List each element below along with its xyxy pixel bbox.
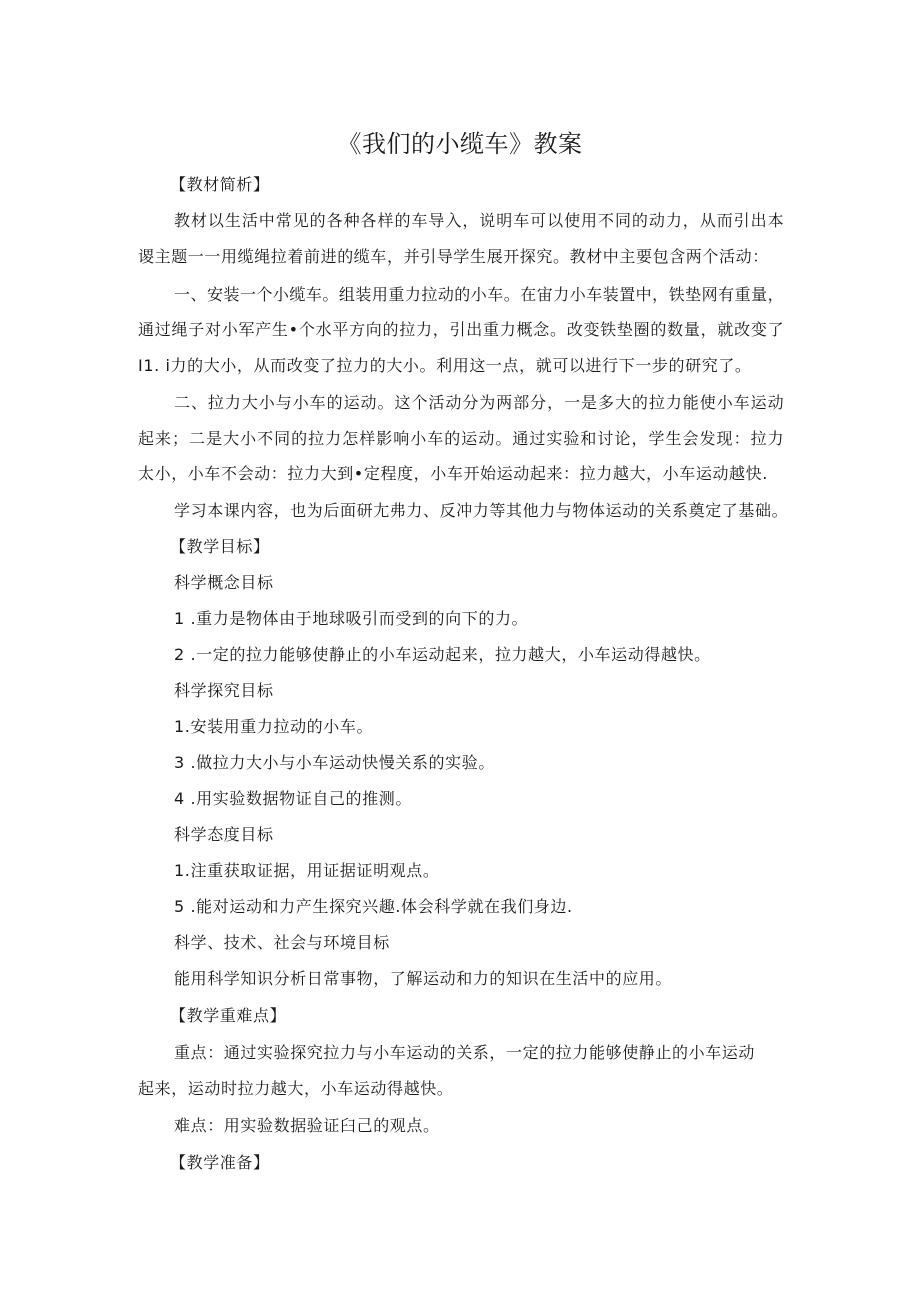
keypoint-line-1: 重点：通过实验探究拉力与小车运动的关系，一定的拉力能够使静止的小车运动 bbox=[174, 1043, 756, 1062]
attitude-goal-title: 科学态度目标 bbox=[174, 825, 274, 844]
analysis-line-3: 一、安装一个小缆车。组装用重力拉动的小车。在宙力小车装置中，铁垫网有重量， bbox=[174, 285, 784, 304]
concept-goal-item-2: 2 .一定的拉力能够使静止的小车运动起来，拉力越大，小车运动得越快。 bbox=[174, 645, 711, 664]
document-title: 《我们的小缆车》教案 bbox=[337, 130, 583, 158]
inquiry-goal-item-3: 4 .用实验数据物证自己的推测。 bbox=[174, 789, 412, 808]
sts-goal-title: 科学、技术、社会与环境目标 bbox=[174, 933, 390, 952]
attitude-goal-item-1: 1.注重获取证据，用证据证明观点。 bbox=[174, 861, 440, 880]
analysis-line-1: 教材以生活中常见的各种各样的车导入，说明车可以使用不同的动力，从而引出本 bbox=[174, 211, 784, 230]
keypoint-line-2: 起来，运动时拉力越大，小车运动得越快。 bbox=[138, 1079, 454, 1098]
concept-goal-title: 科学概念目标 bbox=[174, 573, 274, 592]
analysis-line-9: 学习本课内容，也为后面研尢弗力、反冲力等其他力与物体运动的关系奠定了基础。 bbox=[174, 501, 789, 520]
inquiry-goal-title: 科学探究目标 bbox=[174, 681, 274, 700]
section-heading-prep: 【教学准备】 bbox=[170, 1153, 270, 1172]
keypoint-line-3: 难点：用实验数据验证臼己的观点。 bbox=[174, 1116, 440, 1135]
section-heading-goals: 【教学目标】 bbox=[170, 537, 270, 556]
analysis-line-7: 起来；二是大小不同的拉力怎样影响小车的运动。通过实验和讨论，学生会发现：拉力 bbox=[138, 429, 784, 448]
analysis-line-2: 谡主题一一用缆绳拉着前进的缆车，并引导学生展开探究。教材中主要包含两个活动： bbox=[138, 247, 769, 266]
analysis-line-8: 太小，小车不会动：拉力大到•定程度，小车开始运动起来：拉力越大，小车运动越快. bbox=[138, 464, 768, 483]
sts-goal-item-1: 能用科学知识分析日常事物，了解运动和力的知识在生活中的应用。 bbox=[174, 969, 673, 988]
concept-goal-item-1: 1 .重力是物体由于地球吸引而受到的向下的力。 bbox=[174, 609, 529, 628]
attitude-goal-item-2: 5 .能对运动和力产生探究兴趣.体会科学就在我们身边. bbox=[174, 897, 573, 916]
inquiry-goal-item-1: 1.安装用重力拉动的小车。 bbox=[174, 717, 374, 736]
analysis-line-6: 二、拉力大小与小车的运动。这个活动分为两部分，一是多大的拉力能使小车运动 bbox=[174, 393, 784, 412]
section-heading-keypoints: 【教学重难点】 bbox=[170, 1006, 287, 1025]
inquiry-goal-item-2: 3 .做拉力大小与小车运动快慢关系的实验。 bbox=[174, 753, 495, 772]
analysis-line-5: I1. i力的大小，从而改变了拉力的大小。利用这一点，就可以进行下一步的研究了。 bbox=[138, 356, 752, 375]
analysis-line-4: 通过绳子对小军产生•个水平方向的拉力，引出重力概念。改变铁垫圈的数量，就改变了 bbox=[138, 320, 784, 339]
section-heading-analysis: 【教材简析】 bbox=[170, 175, 270, 194]
